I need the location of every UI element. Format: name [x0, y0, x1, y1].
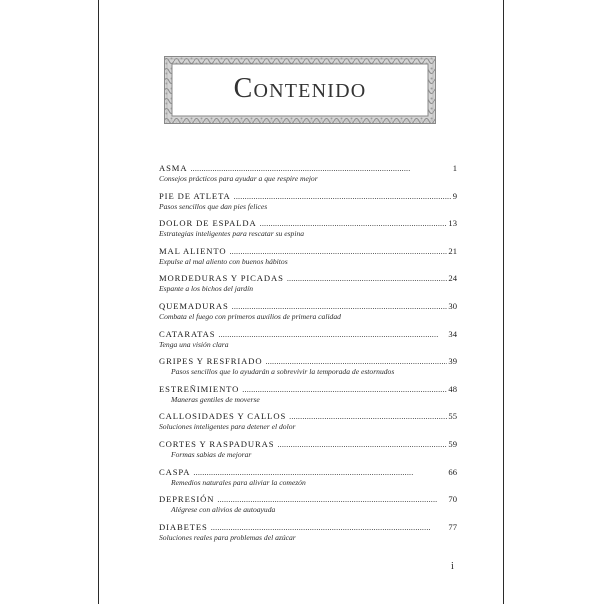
toc-entry-subtitle: Consejos prácticos para ayudar a que respire mejor	[159, 174, 318, 183]
toc-entry-title: ASMA	[159, 163, 188, 173]
toc-entry-page: 77	[448, 521, 457, 532]
dot-leader	[287, 273, 448, 284]
dot-leader	[232, 301, 448, 312]
dot-leader	[265, 356, 447, 367]
toc-entry[interactable]	[159, 218, 457, 246]
toc-entry[interactable]	[159, 191, 457, 219]
page-number: i	[451, 561, 454, 572]
toc-entry-page: 55	[448, 411, 457, 422]
toc-entry-subtitle: Alégrese con alivios de autoayuda	[171, 505, 276, 515]
toc-entry-page: 59	[448, 438, 457, 449]
page-title: Contenido	[233, 73, 367, 104]
toc-entry[interactable]	[159, 301, 457, 329]
toc-entry-subtitle: Soluciones inteligentes para detener el dolor	[159, 422, 296, 432]
dot-leader	[217, 494, 447, 505]
toc-entry-page: 13	[448, 218, 457, 229]
toc-entry-title: MORDEDURAS Y PICADAS	[159, 273, 284, 284]
toc-entry-subtitle: Pasos sencillos que lo ayudarán a sobrevivir la temporada de estornudos	[171, 367, 395, 377]
toc-entry-row	[159, 356, 457, 367]
toc-entry[interactable]	[159, 356, 457, 384]
toc-entry-row	[159, 329, 457, 340]
toc-entry[interactable]	[159, 439, 457, 467]
toc-entry-page: 48	[448, 383, 457, 394]
toc-entry-row	[159, 163, 457, 174]
toc-entry-title: QUEMADURAS	[159, 300, 229, 311]
title-ornamental-frame	[164, 56, 436, 124]
toc-entry[interactable]	[159, 411, 457, 439]
toc-entry-row	[159, 494, 457, 505]
dot-leader	[242, 384, 447, 395]
toc-entry[interactable]	[159, 246, 457, 274]
toc-entry[interactable]	[159, 494, 457, 522]
toc-entry[interactable]	[159, 329, 457, 357]
toc-entry-row	[159, 522, 457, 533]
toc-entry-title: CORTES Y RASPADURAS	[159, 438, 275, 449]
toc-entry-title: ESTREÑIMIENTO	[159, 383, 240, 394]
toc-entry-title: CALLOSIDADES Y CALLOS	[159, 411, 287, 422]
toc-entry-subtitle: Combata el fuego con primeros auxilios de primera calidad	[159, 311, 341, 321]
toc-entry-page: 1	[452, 163, 457, 173]
toc-entry-page: 24	[448, 273, 457, 284]
toc-entry-subtitle: Espante a los bichos del jardín	[159, 284, 254, 294]
toc-entry-row	[159, 246, 457, 257]
toc-entry-page: 34	[448, 328, 457, 339]
toc-entry-subtitle: Estrategias inteligentes para rescatar su espina	[159, 229, 305, 239]
toc-entry-title: DIABETES	[159, 521, 208, 532]
toc-entry-subtitle: Expulse al mal aliento con buenos hábitos	[159, 256, 288, 266]
dot-leader	[234, 191, 452, 202]
toc-entry-subtitle: Formas sabias de mejorar	[171, 449, 252, 459]
table-of-contents	[159, 163, 457, 549]
toc-entry-row	[159, 439, 457, 450]
toc-entry-page: 70	[448, 494, 457, 505]
toc-entry-title: PIE DE ATLETA	[159, 190, 231, 201]
toc-entry-title: CASPA	[159, 466, 191, 477]
toc-entry-row	[159, 301, 457, 312]
toc-entry-page: 66	[448, 466, 457, 477]
dot-leader	[277, 439, 447, 450]
toc-entry-row	[159, 273, 457, 284]
toc-entry-title: GRIPES Y RESFRIADO	[159, 356, 263, 367]
toc-entry-row	[159, 218, 457, 229]
toc-entry[interactable]	[159, 384, 457, 412]
toc-entry-title: DEPRESIÓN	[159, 494, 215, 505]
dot-leader	[190, 163, 451, 174]
toc-entry-row	[159, 384, 457, 395]
dot-leader	[193, 467, 447, 478]
toc-entry-subtitle: Tenga una visión clara	[159, 339, 229, 349]
toc-entry-row	[159, 191, 457, 202]
toc-entry-title: CATARATAS	[159, 328, 216, 339]
dot-leader	[218, 329, 447, 340]
toc-entry-row	[159, 467, 457, 478]
dot-leader	[260, 218, 448, 229]
toc-entry-title: MAL ALIENTO	[159, 245, 227, 256]
toc-entry-subtitle: Maneras gentiles de moverse	[171, 394, 260, 404]
toc-entry-title: DOLOR DE ESPALDA	[159, 218, 257, 229]
toc-entry-subtitle: Pasos sencillos que dan pies felices	[159, 201, 268, 211]
dot-leader	[289, 411, 447, 422]
dot-leader	[229, 246, 447, 257]
toc-entry[interactable]	[159, 467, 457, 495]
toc-entry[interactable]	[159, 522, 457, 550]
toc-entry-page: 21	[448, 245, 457, 256]
toc-entry-page: 39	[448, 356, 457, 367]
toc-entry[interactable]	[159, 273, 457, 301]
toc-entry-page: 30	[448, 300, 457, 311]
dot-leader	[211, 522, 448, 533]
toc-entry-subtitle: Remedios naturales para aliviar la comezón	[171, 477, 306, 487]
toc-entry-page: 9	[452, 190, 457, 201]
toc-entry[interactable]	[159, 163, 457, 191]
toc-entry-row	[159, 411, 457, 422]
toc-entry-subtitle: Soluciones reales para problemas del azúcar	[159, 532, 296, 542]
